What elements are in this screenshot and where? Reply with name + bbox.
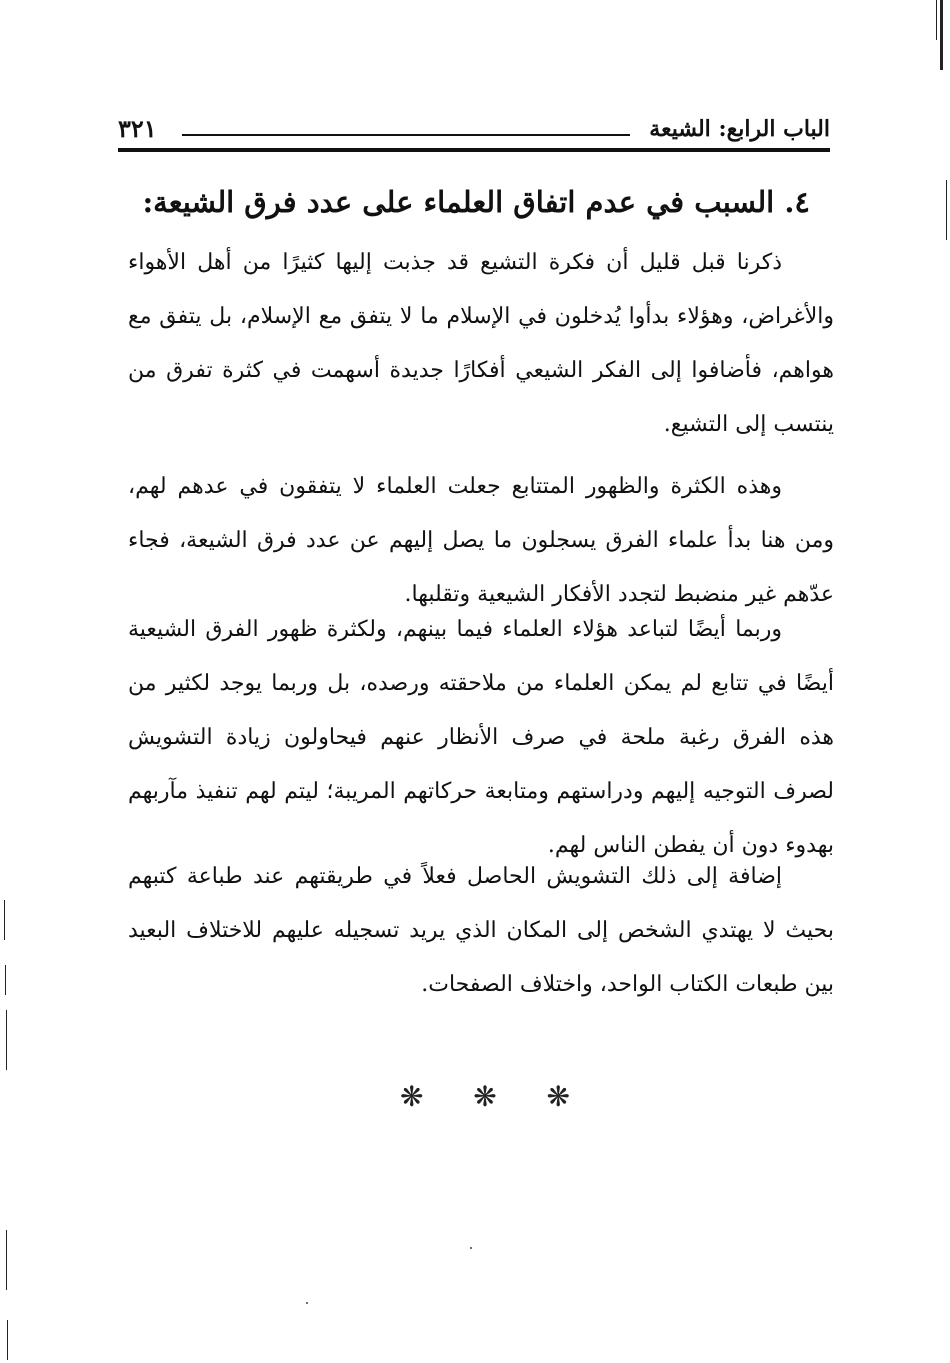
scan-speck bbox=[306, 1302, 308, 1304]
header-underline bbox=[118, 148, 830, 152]
scan-speck bbox=[470, 1247, 472, 1249]
scan-edge-line bbox=[4, 900, 5, 940]
scan-edge-line bbox=[5, 965, 6, 995]
asterism-icon: ❋ bbox=[546, 1080, 570, 1113]
paragraph-text: ذكرنا قبل قليل أن فكرة التشيع قد جذبت إليها كثيرًا من أهل الأهواء والأغراض، وهؤلاء بدأوا يُدخلون في الإسلام ما لا يتفق مع الإسلام، بل يتفق مع هواهم، فأضافوا إلى الفكر الشيعي أفكارًا جديدة أسهمت في كثرة تفرق من ينتسب إلى التشيع. bbox=[128, 250, 834, 437]
paragraph-text: وربما أيضًا لتباعد هؤلاء العلماء فيما بينهم، ولكثرة ظهور الفرق الشيعية أيضًا في تتابع لم يمكن العلماء من ملاحقته ورصده، بل وربما يوجد لكثير من هذه الفرق رغبة ملحة في صرف الأنظار عنهم فيحاولون زيادة التشويش لصرف التوجيه إليهم ودراستهم ومتابعة حركاتهم المريبة؛ ليتم لهم تنفيذ مآربهم بهدوء دون أن يفطن الناس لهم. bbox=[128, 617, 834, 858]
running-header bbox=[118, 112, 830, 152]
paragraph-text: وهذه الكثرة والظهور المتتابع جعلت العلماء لا يتفقون في عدهم لهم، ومن هنا بدأ علماء الفرق يسجلون ما يصل إليهم عن عدد فرق الشيعة، فجاء عدّهم غير منضبط لتجدد الأفكار الشيعية وتقلبها. bbox=[128, 474, 834, 607]
scan-edge-line bbox=[936, 0, 937, 40]
header-rule bbox=[182, 134, 630, 136]
scan-edge-line bbox=[6, 1010, 7, 1070]
section-end-ornament bbox=[400, 1080, 570, 1113]
scan-edge-line bbox=[940, 0, 943, 70]
asterism-icon: ❋ bbox=[473, 1080, 497, 1113]
running-title: الباب الرابع: الشيعة bbox=[649, 116, 830, 142]
scan-edge-line bbox=[7, 1320, 8, 1360]
paragraph bbox=[128, 850, 834, 1012]
page-number: ٣٢١ bbox=[118, 114, 157, 143]
paragraph bbox=[128, 460, 834, 622]
paragraph bbox=[128, 603, 834, 873]
scan-edge-line bbox=[6, 1230, 7, 1290]
paragraph bbox=[128, 236, 834, 452]
section-heading: ٤. السبب في عدم اتفاق العلماء على عدد فرق الشيعة: bbox=[142, 185, 810, 219]
paragraph-text: إضافة إلى ذلك التشويش الحاصل فعلاً في طريقتهم عند طباعة كتبهم بحيث لا يهتدي الشخص إلى المكان الذي يريد تسجيله عليهم للاختلاف البعيد بين طبعات الكتاب الواحد، واختلاف الصفحات. bbox=[128, 864, 835, 997]
scan-edge-line bbox=[946, 180, 947, 240]
asterism-icon: ❋ bbox=[400, 1080, 424, 1113]
